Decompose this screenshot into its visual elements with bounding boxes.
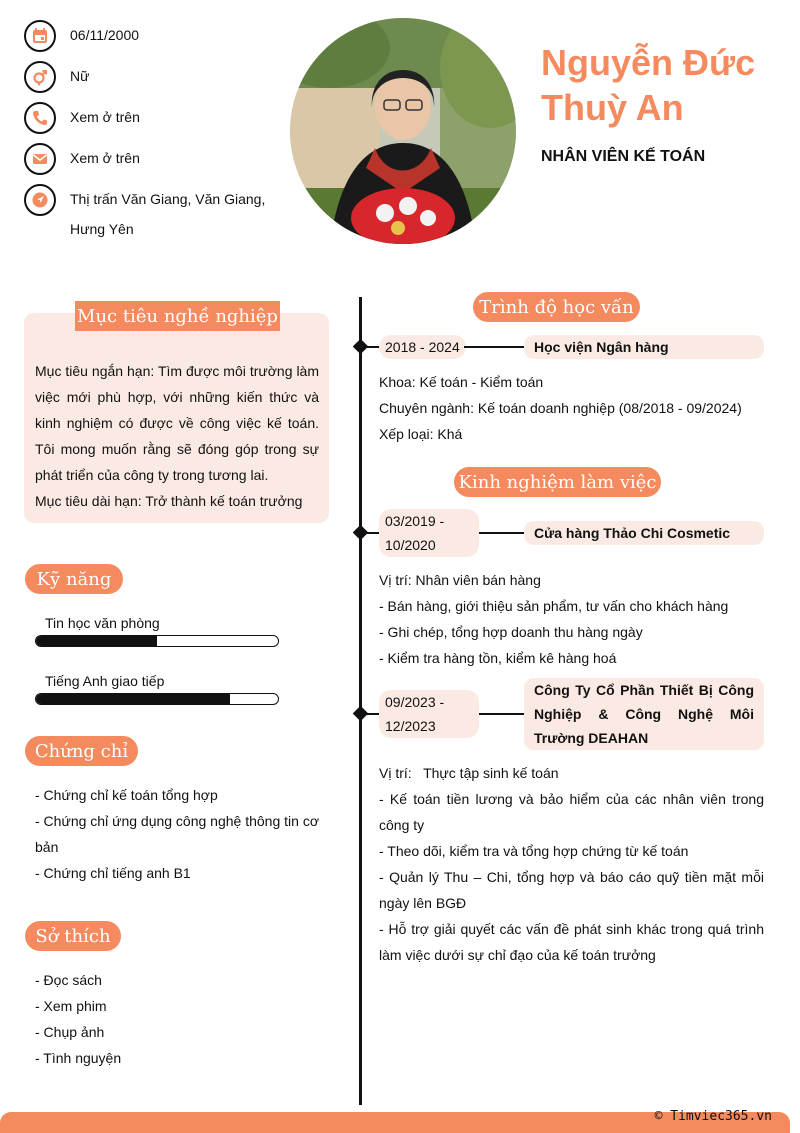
certificates-heading: Chứng chỉ bbox=[25, 736, 138, 766]
job-line: - Theo dõi, kiểm tra và tổng hợp chứng từ kế toán bbox=[379, 843, 689, 859]
address-line2: Hưng Yên bbox=[70, 221, 134, 237]
skill-bar-fill bbox=[36, 694, 230, 704]
address-line1: Thị trấn Văn Giang, Văn Giang, bbox=[70, 191, 266, 207]
job-date-start: 09/2023 - bbox=[385, 694, 445, 710]
objective-heading: Mục tiêu nghề nghiệp bbox=[75, 301, 280, 331]
job-details bbox=[379, 760, 764, 968]
objective-long-term: Mục tiêu dài hạn: Trở thành kế toán trưởng bbox=[35, 493, 303, 509]
contact-email bbox=[24, 143, 284, 175]
skill-label: Tin học văn phòng bbox=[45, 615, 160, 631]
timeline-line bbox=[359, 297, 362, 1105]
certificates-list bbox=[35, 782, 325, 886]
list-item: - Chứng chỉ ứng dụng công nghệ thông tin cơ bản bbox=[35, 813, 319, 855]
job-line: - Kiểm tra hàng tồn, kiểm kê hàng hoá bbox=[379, 650, 617, 666]
list-item: - Tình nguyện bbox=[35, 1050, 122, 1066]
contact-phone bbox=[24, 102, 284, 134]
education-date: 2018 - 2024 bbox=[379, 335, 466, 359]
job-line: - Bán hàng, giới thiệu sản phẩm, tư vấn cho khách hàng bbox=[379, 598, 729, 614]
footer-credit: © Timviec365.vn bbox=[654, 1109, 772, 1124]
hobbies-heading: Sở thích bbox=[25, 921, 121, 951]
name-line1: Nguyễn Đức bbox=[541, 42, 756, 83]
job-details bbox=[379, 567, 764, 671]
calendar-icon bbox=[24, 20, 56, 52]
job-date-start: 03/2019 - bbox=[385, 513, 445, 529]
job-line: Vị trí: Thực tập sinh kế toán bbox=[379, 765, 559, 781]
gender-text: Nữ bbox=[70, 68, 90, 84]
job-line: - Quản lý Thu – Chi, tổng hợp và báo cáo quỹ tiền mặt mỗi ngày lên BGĐ bbox=[379, 869, 764, 911]
profile-photo bbox=[290, 18, 516, 244]
hobbies-list bbox=[35, 967, 285, 1071]
contact-address bbox=[24, 184, 284, 244]
contact-birthday bbox=[24, 20, 284, 52]
list-item: - Chứng chỉ kế toán tổng hợp bbox=[35, 787, 218, 803]
education-details bbox=[379, 369, 764, 447]
contact-info bbox=[24, 20, 284, 253]
skills-heading: Kỹ năng bbox=[25, 564, 123, 594]
list-item: - Đọc sách bbox=[35, 972, 102, 988]
candidate-name bbox=[541, 40, 781, 130]
objective-text bbox=[35, 358, 319, 514]
education-line: Xếp loại: Khá bbox=[379, 426, 463, 442]
address-text bbox=[70, 184, 265, 244]
job-date bbox=[379, 690, 479, 738]
list-item: - Xem phim bbox=[35, 998, 107, 1014]
timeline-connector bbox=[479, 713, 526, 715]
education-school: Học viện Ngân hàng bbox=[524, 335, 764, 359]
gender-icon bbox=[24, 61, 56, 93]
phone-text: Xem ở trên bbox=[70, 109, 140, 125]
job-company: Cửa hàng Thảo Chi Cosmetic bbox=[524, 521, 764, 545]
phone-icon bbox=[24, 102, 56, 134]
skill-label: Tiếng Anh giao tiếp bbox=[45, 673, 165, 689]
experience-heading: Kinh nghiệm làm việc bbox=[454, 467, 661, 497]
email-icon bbox=[24, 143, 56, 175]
job-line: - Ghi chép, tổng hợp doanh thu hàng ngày bbox=[379, 624, 643, 640]
job-date bbox=[379, 509, 479, 557]
timeline-connector bbox=[479, 532, 526, 534]
education-heading: Trình độ học vấn bbox=[473, 292, 640, 322]
email-text: Xem ở trên bbox=[70, 150, 140, 166]
education-line: Chuyên ngành: Kế toán doanh nghiệp (08/2018 - 09/2024) bbox=[379, 400, 742, 416]
job-date-end: 10/2020 bbox=[385, 537, 436, 553]
birthday-text: 06/11/2000 bbox=[70, 27, 140, 43]
objective-short-term: Mục tiêu ngắn hạn: Tìm được môi trường làm việc mới phù hợp, với những kiến thức và kinh nghiệm có được về công việc kế toán. Tôi mong muốn rằng sẽ đóng góp trong sự phát triển của công ty trong tương lai. bbox=[35, 363, 319, 483]
job-title: NHÂN VIÊN KẾ TOÁN bbox=[541, 148, 706, 165]
location-icon bbox=[24, 184, 56, 216]
timeline-connector bbox=[464, 346, 526, 348]
job-line: - Hỗ trợ giải quyết các vấn đề phát sinh khác trong quá trình làm việc dưới sự chỉ đạo của kế toán trưởng bbox=[379, 921, 764, 963]
job-company: Công Ty Cổ Phần Thiết Bị Công Nghiệp & Công Nghệ Môi Trường DEAHAN bbox=[524, 678, 764, 750]
skill-bar bbox=[35, 693, 279, 705]
skill-bar bbox=[35, 635, 279, 647]
list-item: - Chụp ảnh bbox=[35, 1024, 105, 1040]
job-date-end: 12/2023 bbox=[385, 718, 436, 734]
name-line2: Thuỳ An bbox=[541, 87, 684, 128]
list-item: - Chứng chỉ tiếng anh B1 bbox=[35, 865, 191, 881]
skill-bar-fill bbox=[36, 636, 157, 646]
contact-gender bbox=[24, 61, 284, 93]
education-line: Khoa: Kế toán - Kiểm toán bbox=[379, 374, 544, 390]
job-line: Vị trí: Nhân viên bán hàng bbox=[379, 572, 541, 588]
job-line: - Kế toán tiền lương và bảo hiểm của các nhân viên trong công ty bbox=[379, 791, 764, 833]
